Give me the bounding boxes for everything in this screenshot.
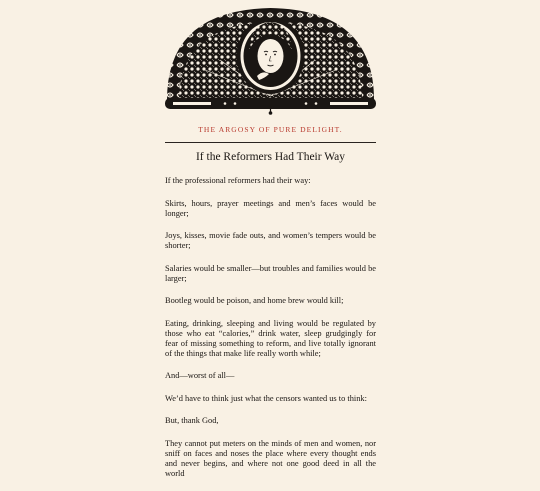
article-title: If the Reformers Had Their Way xyxy=(195,151,346,163)
article-paragraph: Joys, kisses, movie fade outs, and women’s tempers would be shorter; xyxy=(165,231,376,250)
article-paragraph: But, thank God, xyxy=(165,416,219,425)
page-column xyxy=(165,0,376,491)
title-divider xyxy=(165,142,376,143)
article-paragraph: They cannot put meters on the minds of men and women, nor sniff on faces and noses the place where every thought ends and never begins, and where not one good deed in all the world xyxy=(165,438,376,478)
article-paragraph: We’d have to think just what the censors wanted us to think: xyxy=(165,393,367,403)
article-body xyxy=(165,176,376,479)
article-paragraph: Skirts, hours, prayer meetings and men’s faces would be longer; xyxy=(165,198,376,218)
article-paragraph: Salaries would be smaller—but troubles and families would be larger; xyxy=(165,263,376,283)
masthead-tagline: THE ARGOSY OF PURE DELIGHT. xyxy=(198,125,343,134)
masthead-illustration xyxy=(165,0,376,116)
article-paragraph: And—worst of all— xyxy=(165,371,235,380)
article-paragraph: If the professional reformers had their way: xyxy=(165,176,311,185)
article-paragraph: Eating, drinking, sleeping and living would be regulated by those who eat “calories,” drink water, sleep grudgingly for fear of missing something to reform, and live totally ignorant of the things that make life really worth while; xyxy=(165,318,376,358)
article-paragraph: Bootleg would be poison, and home brew would kill; xyxy=(165,296,344,305)
